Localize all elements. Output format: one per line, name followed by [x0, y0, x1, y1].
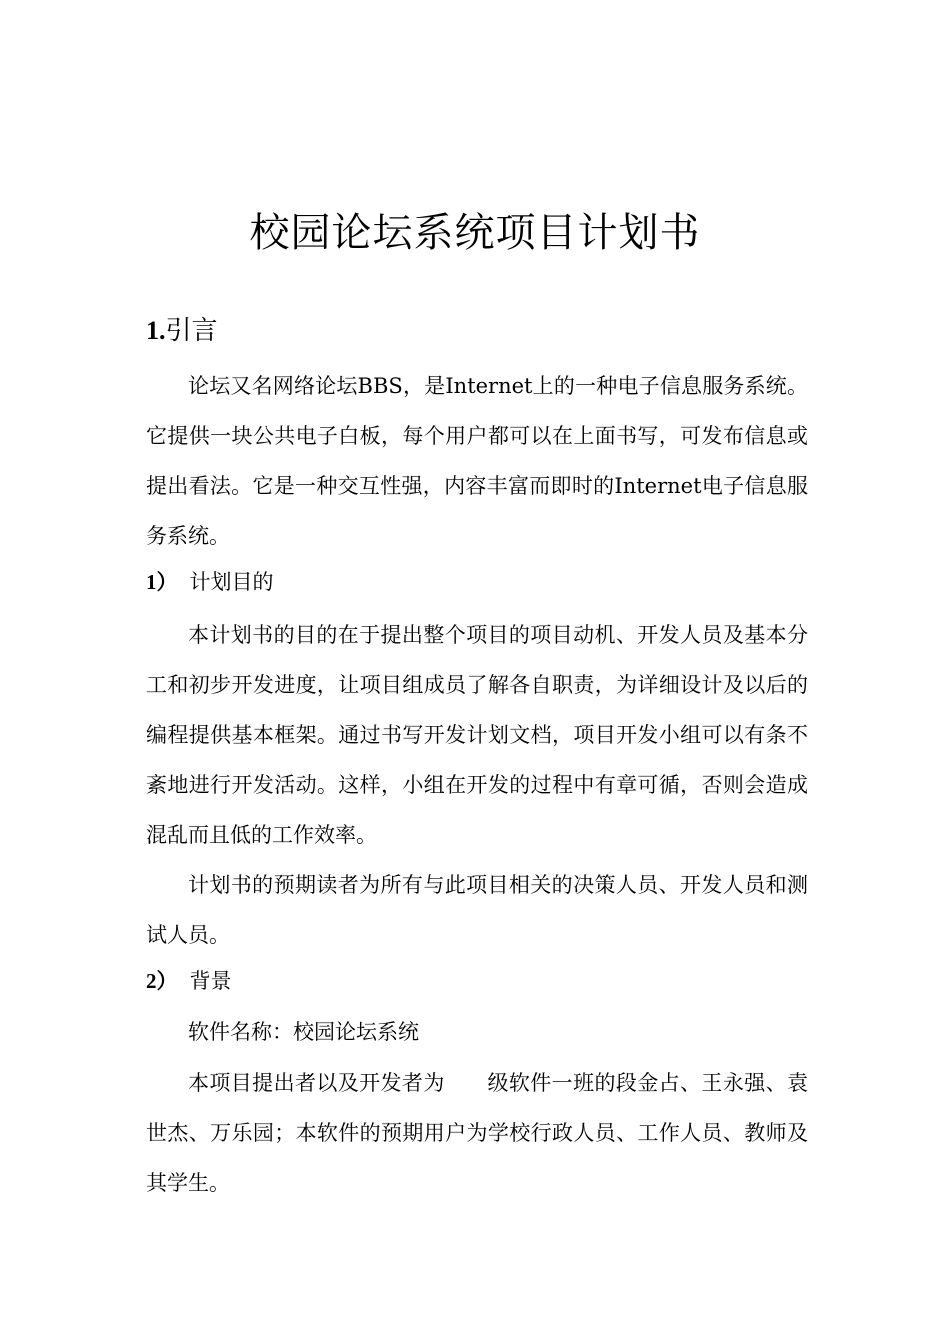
subsection-title: 计划目的 — [189, 570, 274, 594]
readers-paragraph: 计划书的预期读者为所有与此项目相关的决策人员、开发人员和测试人员。 — [146, 873, 808, 947]
background-paragraph: 本项目提出者以及开发者为 级软件一班的段金占、王永强、袁世杰、万乐园；本软件的预期用户为学校行政人员、工作人员、教师及其学生。 — [146, 1071, 808, 1195]
intro-paragraph: 论坛又名网络论坛BBS，是Internet上的一种电子信息服务系统。它提供一块公共电子白板，每个用户都可以在上面书写，可发布信息或提出看法。它是一种交互性强，内容丰富而即时的Internet电子信息服务系统。 — [146, 374, 808, 548]
subsection-number: 2） — [146, 969, 178, 993]
section-title: 引言 — [165, 316, 218, 346]
subsection-heading-background — [146, 965, 232, 997]
subsection-heading-purpose — [146, 566, 274, 598]
section-heading-introduction — [146, 311, 218, 351]
purpose-paragraph: 本计划书的目的在于提出整个项目的项目动机、开发人员及基本分工和初步开发进度，让项目组成员了解各自职责，为详细设计及以后的编程提供基本框架。通过书写开发计划文档，项目开发小组可以有条不紊地进行开发活动。这样，小组在开发的过程中有章可循，否则会造成混乱而且低的工作效率。 — [146, 623, 808, 847]
software-name-line: 软件名称：校园论坛系统 — [188, 1020, 419, 1044]
subsection-title: 背景 — [189, 969, 232, 993]
section-number: 1. — [146, 316, 166, 345]
document-title: 校园论坛系统项目计划书 — [249, 210, 701, 256]
subsection-number: 1） — [146, 570, 178, 594]
